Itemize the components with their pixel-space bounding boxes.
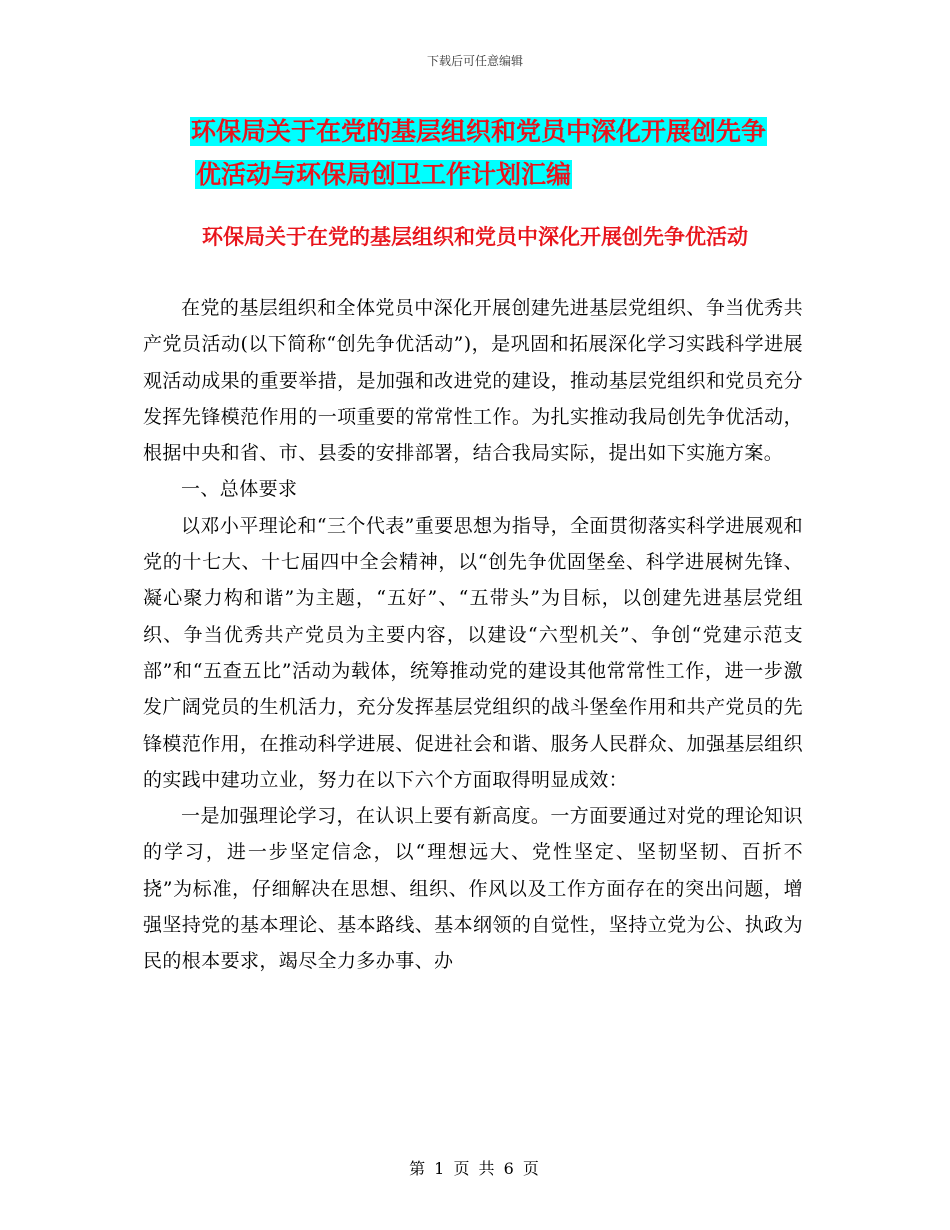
- page-footer: 第 1 页 共 6 页: [409, 1159, 541, 1178]
- section-title: 环保局关于在党的基层组织和党员中深化开展创先争优活动: [202, 225, 748, 249]
- paragraph-theory-study: 一是加强理论学习，在认识上要有新高度。一方面要通过对党的理论知识的学习，进一步坚定信念，以“理想远大、党性坚定、坚韧坚韧、百折不挠”为标准，仔细解决在思想、组织、作风以及工作方面存在的突出问题，增强坚持党的基本理论、基本路线、基本纲领的自觉性，坚持立党为公、执政为民的根本要求，竭尽全力多办事、办: [143, 805, 803, 973]
- paragraph-intro: 在党的基层组织和全体党员中深化开展创建先进基层党组织、争当优秀共产党员活动(以下简称“创先争优活动”)，是巩固和拓展深化学习实践科学进展观活动成果的重要举措，是加强和改进党的建设，推动基层党组织和党员充分发挥先锋模范作用的一项重要的常常性工作。为扎实推动我局创先争优活动，根据中央和省、市、县委的安排部署，结合我局实际，提出如下实施方案。: [143, 297, 803, 465]
- header-note: 下载后可任意编辑: [426, 54, 523, 68]
- document-title-line-2: [195, 155, 815, 195]
- document-body: [143, 290, 803, 980]
- title-line-1-text: 环保局关于在党的基层组织和党员中深化开展创先争: [191, 117, 767, 146]
- paragraph-heading-general-requirements: 一、总体要求: [181, 478, 298, 501]
- paragraph-guiding-principles: 以邓小平理论和“三个代表”重要思想为指导，全面贯彻落实科学进展观和党的十七大、十七届四中全会精神，以“创先争优固堡垒、科学进展树先锋、凝心聚力构和谐”为主题，“五好”、“五带头”为目标，以创建先进基层党组织、争当优秀共产党员为主要内容，以建设“六型机关”、争创“党建示范支部”和“五查五比”活动为载体，统筹推动党的建设其他常常性工作，进一步激发广阔党员的生机活力，充分发挥基层党组织的战斗堡垒作用和共产党员的先锋模范作用，在推动科学进展、促进社会和谐、服务人民群众、加强基层组织的实践中建功立业，努力在以下六个方面取得明显成效：: [143, 514, 803, 791]
- title-line-2-text: 优活动与环保局创卫工作计划汇编: [196, 160, 572, 189]
- document-title-line-1: [190, 112, 810, 152]
